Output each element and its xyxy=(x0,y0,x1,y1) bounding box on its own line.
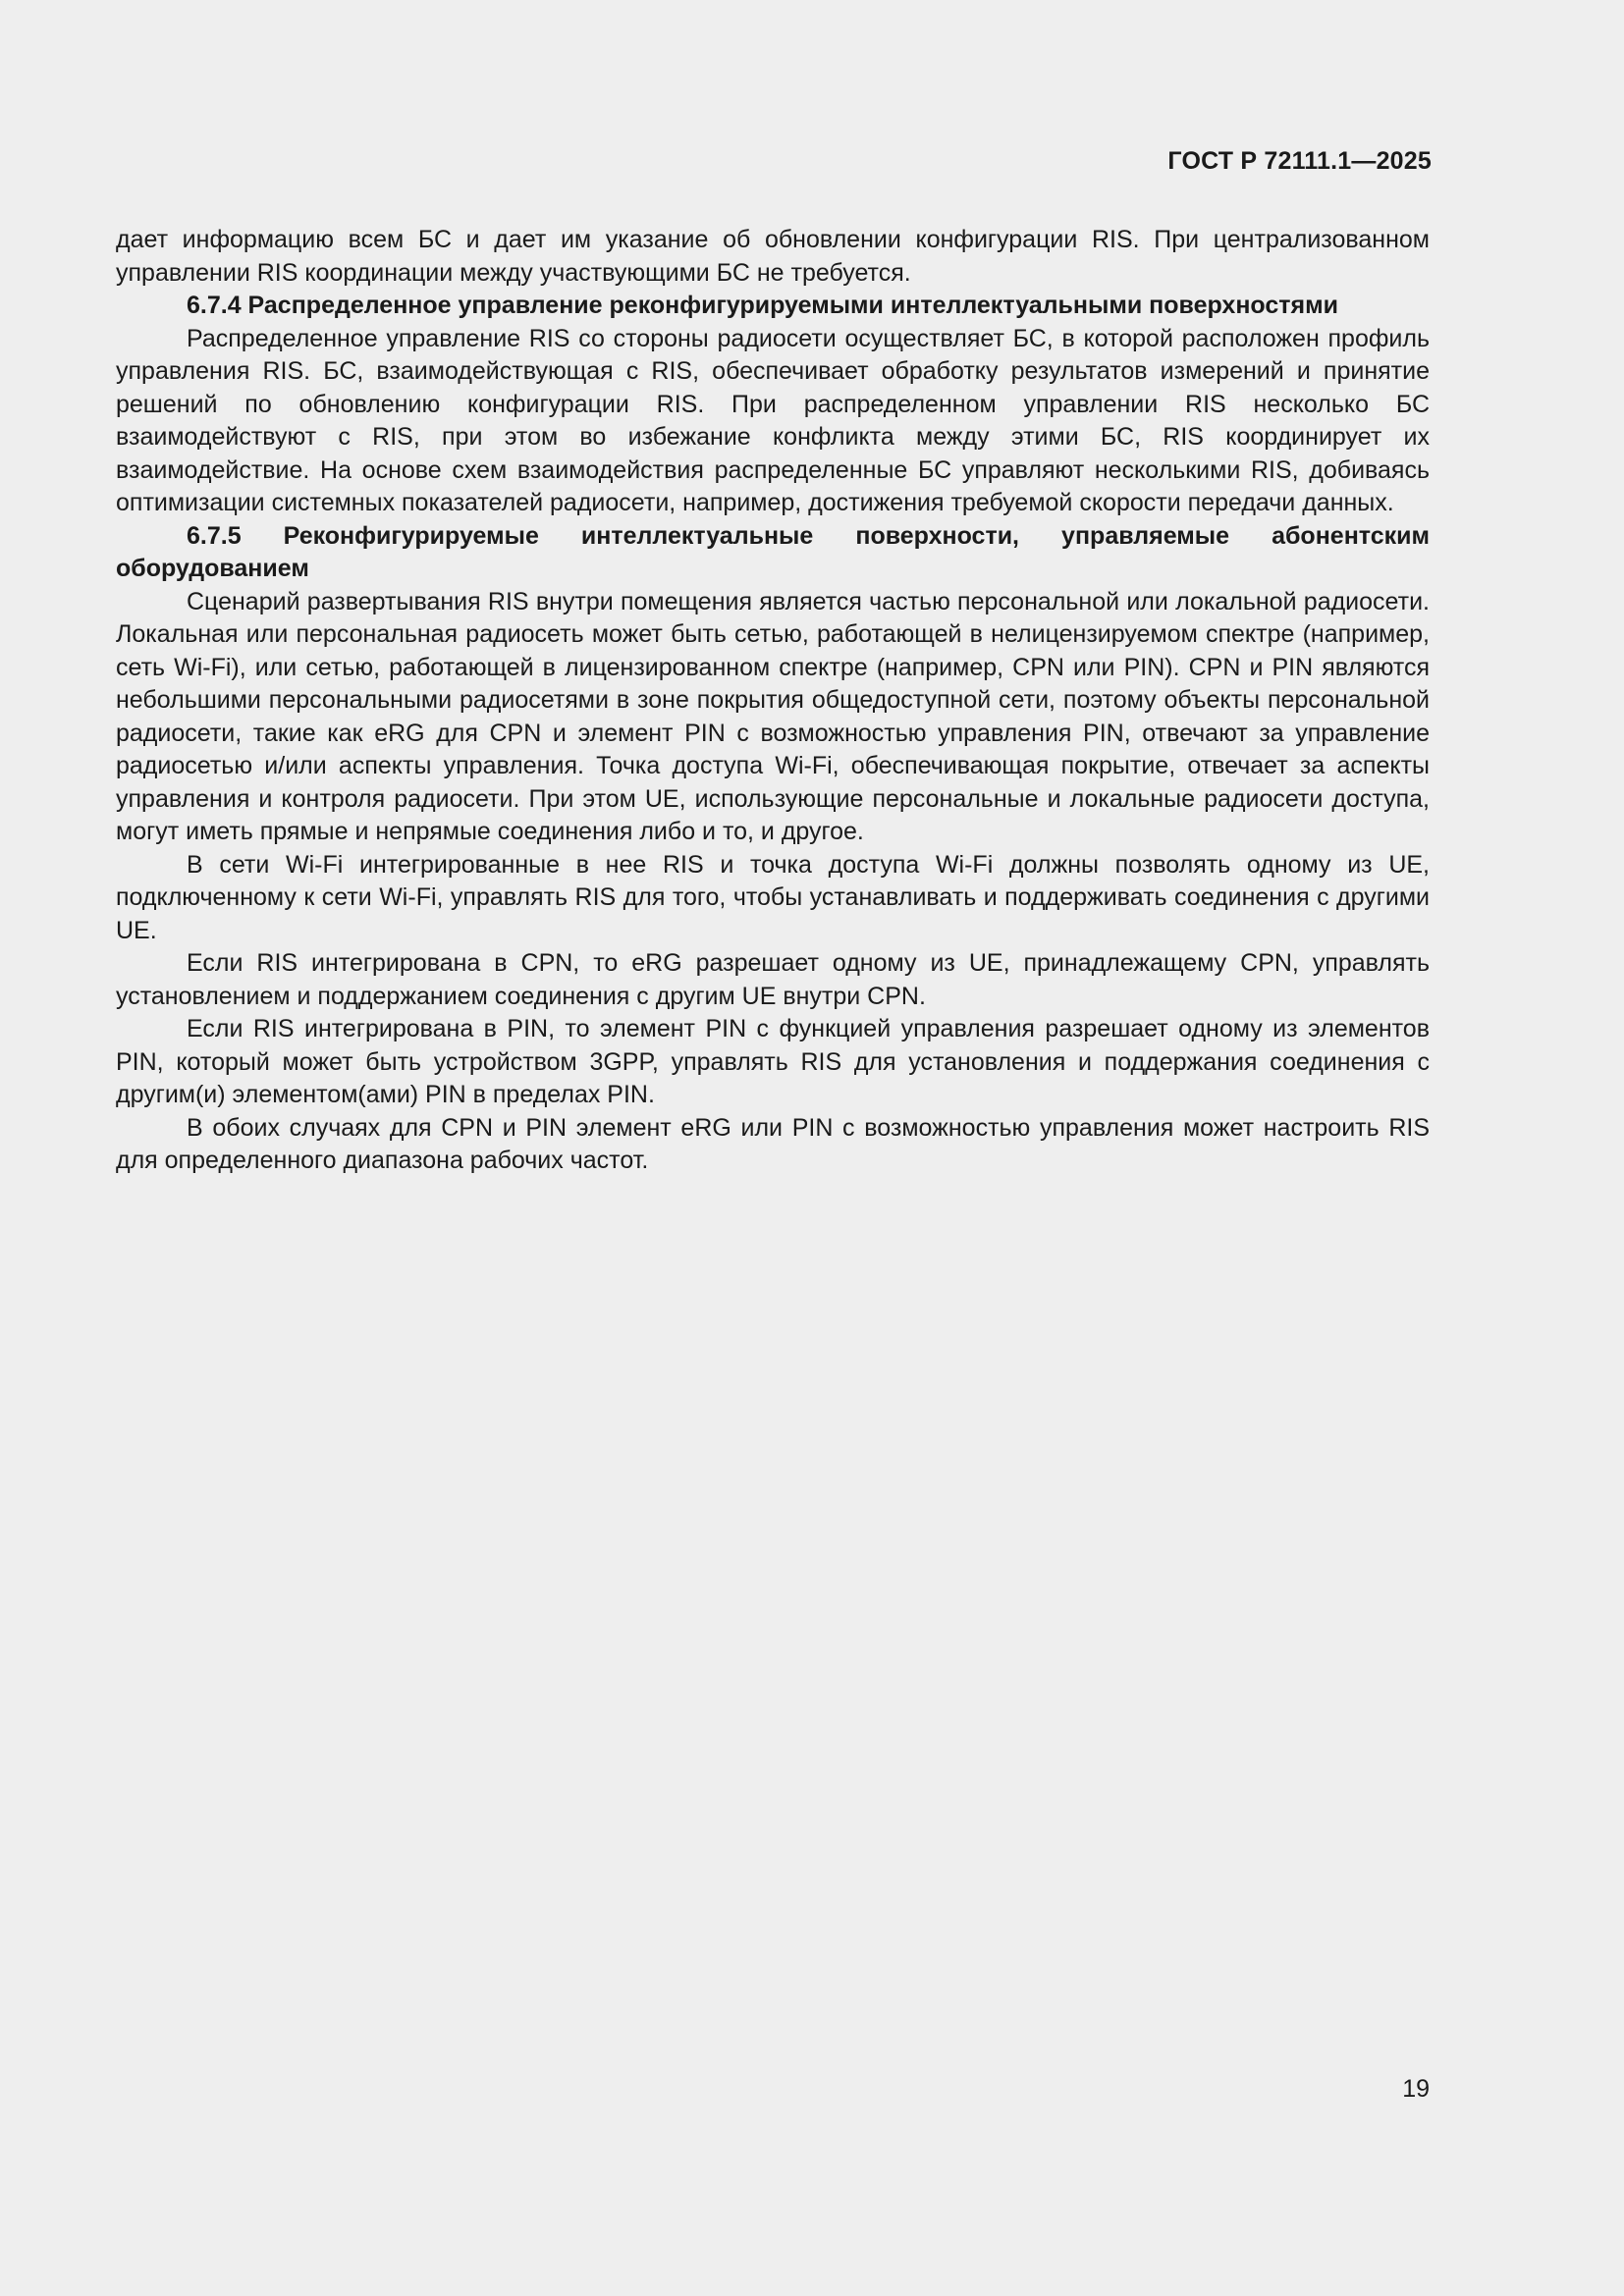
section-heading-6-7-5: 6.7.5 Реконфигурируемые интеллектуальные поверхности, управляемые абонентским оборудованием xyxy=(116,521,1430,582)
page-number: 19 xyxy=(1402,2075,1430,2103)
paragraph: Распределенное управление RIS со стороны радиосети осуществляет БС, в которой расположен профиль управления RIS. БС, взаимодействующая с RIS, обеспечивает обработку результатов измерений и принятие решений по обновлению конфигурации RIS. При распределенном управлении RIS несколько БС взаимодействуют с RIS, при этом во избежание конфликта между этими БС, RIS координирует их взаимодействие. На основе схем взаимодействия распределенные БС управляют несколькими RIS, добиваясь оптимизации системных показателей радиосети, например, достижения требуемой скорости передачи данных. xyxy=(116,324,1430,516)
body-text xyxy=(116,224,1430,1178)
paragraph: Если RIS интегрирована в CPN, то eRG разрешает одному из UE, принадлежащему CPN, управлять установлением и поддержанием соединения с другим UE внутри CPN. xyxy=(116,949,1430,1010)
section-heading-6-7-4: 6.7.4 Распределенное управление реконфигурируемыми интеллектуальными поверхностями xyxy=(187,292,1338,319)
paragraph: В сети Wi-Fi интегрированные в нее RIS и точка доступа Wi-Fi должны позволять одному из UE, подключенному к сети Wi-Fi, управлять RIS для того, чтобы устанавливать и поддерживать соединения с другими UE. xyxy=(116,850,1430,944)
paragraph: Если RIS интегрирована в PIN, то элемент PIN с функцией управления разрешает одному из элементов PIN, который может быть устройством 3GPP, управлять RIS для установления и поддержания соединения с другим(и) элементом(ами) PIN в пределах PIN. xyxy=(116,1015,1430,1108)
paragraph-continuation: дает информацию всем БС и дает им указание об обновлении конфигурации RIS. При централизованном управлении RIS координации между участвующими БС не требуется. xyxy=(116,226,1430,287)
paragraph: В обоих случаях для CPN и PIN элемент eRG или PIN с возможностью управления может настроить RIS для определенного диапазона рабочих частот. xyxy=(116,1113,1430,1174)
document-code: ГОСТ Р 72111.1—2025 xyxy=(1167,147,1432,175)
paragraph: Сценарий развертывания RIS внутри помещения является частью персональной или локальной радиосети. Локальная или персональная радиосеть может быть сетью, работающей в нелицензируемом спектре (например, сеть Wi-Fi), или сетью, работающей в лицензированном спектре (например, CPN или PIN). CPN и PIN являются небольшими персональными радиосетями в зоне покрытия общедоступной сети, поэтому объекты персональной радиосети, такие как eRG для CPN и элемент PIN с возможностью управления PIN, отвечают за управление радиосетью и/или аспекты управления. Точка доступа Wi-Fi, обеспечивающая покрытие, отвечает за аспекты управления и контроля радиосети. При этом UE, использующие персональные и локальные радиосети доступа, могут иметь прямые и непрямые соединения либо и то, и другое. xyxy=(116,587,1430,845)
